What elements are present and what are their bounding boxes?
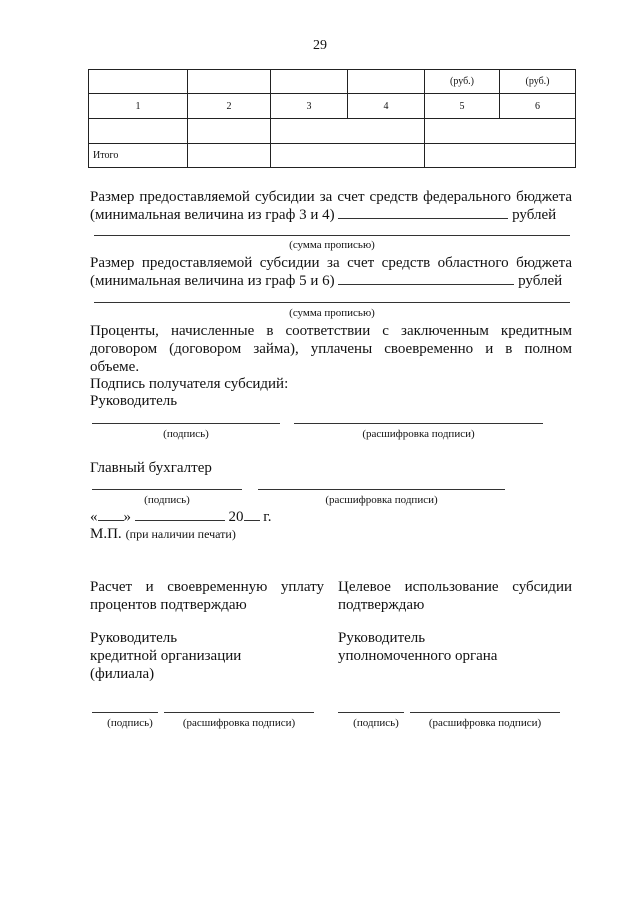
table-header-row [89, 70, 576, 94]
bank-confirm-line2: процентов подтверждаю [90, 597, 247, 613]
interest-line2: договором (договором займа), уплачены своевременно и в полном [90, 341, 572, 357]
table-cell [188, 144, 271, 168]
bank-head-line1: Руководитель [90, 630, 178, 646]
table-cell: 6 [500, 94, 576, 119]
regional-words-line[interactable] [94, 302, 570, 303]
table-total-label: Итого [89, 144, 188, 168]
federal-unit: рублей [512, 207, 557, 223]
table-cell: 2 [188, 94, 271, 119]
table-cell: (руб.) [500, 70, 576, 94]
federal-amount-field[interactable] [338, 206, 508, 219]
bank-head-line2: кредитной организации [90, 648, 242, 664]
authority-confirm-line1: Целевое использование субсидии [338, 579, 572, 595]
regional-subsidy-line1: Размер предоставляемой субсидии за счет средств областного бюджета [90, 255, 572, 271]
table-cell: 1 [89, 94, 188, 119]
federal-subsidy-block [90, 188, 572, 224]
authority-head-line2: уполномоченного органа [338, 648, 498, 664]
authority-confirm-line2: подтверждаю [338, 597, 425, 613]
bank-head-block [90, 629, 241, 683]
bank-head-line3: (филиала) [90, 666, 155, 682]
accountant-label: Главный бухгалтер [90, 460, 212, 476]
recipient-signature-line[interactable] [92, 423, 280, 424]
table-total-row [89, 144, 576, 168]
recipient-head-label: Руководитель [90, 393, 178, 409]
authority-decode-caption: (расшифровка подписи) [428, 717, 542, 729]
regional-amount-field[interactable] [338, 272, 514, 285]
regional-unit: рублей [518, 273, 563, 289]
authority-decode-line[interactable] [410, 712, 560, 713]
federal-words-caption: (сумма прописью) [289, 239, 375, 251]
table-cell [89, 70, 188, 94]
table-cell: 5 [425, 94, 500, 119]
table-number-row [89, 94, 576, 119]
stamp-label: М.П. [90, 526, 122, 542]
table-cell [425, 144, 576, 168]
table-cell [89, 119, 188, 144]
federal-subsidy-line2 [90, 206, 572, 224]
bank-confirm-line1: Расчет и своевременную уплату [90, 579, 324, 595]
date-day-field[interactable] [98, 508, 124, 521]
authority-sign-caption: (подпись) [353, 717, 399, 729]
bank-sign-caption: (подпись) [107, 717, 153, 729]
recipient-decode-line[interactable] [294, 423, 543, 424]
table-cell [271, 119, 425, 144]
date-year-field[interactable] [244, 508, 260, 521]
accountant-signature-line[interactable] [92, 489, 242, 490]
subsidy-table [88, 69, 576, 168]
accountant-sign-caption: (подпись) [144, 494, 190, 506]
date-year-suffix: г. [263, 509, 272, 525]
bank-confirmation [90, 578, 324, 614]
table-cell [188, 70, 271, 94]
bank-decode-line[interactable] [164, 712, 314, 713]
bank-signature-line[interactable] [92, 712, 158, 713]
bank-decode-caption: (расшифровка подписи) [182, 717, 296, 729]
table-cell [348, 70, 425, 94]
table-cell: 3 [271, 94, 348, 119]
stamp-line [90, 525, 236, 543]
authority-head-block [338, 629, 497, 665]
date-open-quote: « [90, 509, 98, 525]
date-line [90, 508, 271, 526]
regional-subsidy-block [90, 254, 572, 290]
recipient-sign-caption: (подпись) [163, 428, 209, 440]
table-cell [425, 119, 576, 144]
table-cell [271, 70, 348, 94]
date-month-field[interactable] [135, 508, 225, 521]
interest-line1: Проценты, начисленные в соответствии с заключенным кредитным [90, 323, 572, 339]
date-year: 20 [228, 509, 244, 525]
regional-words-caption: (сумма прописью) [289, 307, 375, 319]
federal-subsidy-prefix: (минимальная величина из граф 3 и 4) [90, 207, 335, 223]
interest-paragraph [90, 322, 572, 376]
accountant-decode-line[interactable] [258, 489, 505, 490]
table-cell: 4 [348, 94, 425, 119]
date-close-quote: » [123, 509, 131, 525]
accountant-decode-caption: (расшифровка подписи) [325, 494, 438, 506]
recipient-decode-caption: (расшифровка подписи) [362, 428, 475, 440]
regional-subsidy-line2 [90, 272, 572, 290]
authority-head-line1: Руководитель [338, 630, 426, 646]
stamp-note: (при наличии печати) [125, 527, 236, 541]
interest-line3: объеме. [90, 359, 140, 375]
regional-subsidy-prefix: (минимальная величина из граф 5 и 6) [90, 273, 335, 289]
recipient-signature-title: Подпись получателя субсидий: [90, 376, 289, 392]
federal-words-line[interactable] [94, 235, 570, 236]
authority-signature-line[interactable] [338, 712, 404, 713]
table-cell: (руб.) [425, 70, 500, 94]
page-number: 29 [313, 38, 327, 53]
federal-subsidy-line1: Размер предоставляемой субсидии за счет средств федерального бюджета [90, 189, 572, 205]
table-cell [188, 119, 271, 144]
authority-confirmation [338, 578, 572, 614]
table-row [89, 119, 576, 144]
table-cell [271, 144, 425, 168]
